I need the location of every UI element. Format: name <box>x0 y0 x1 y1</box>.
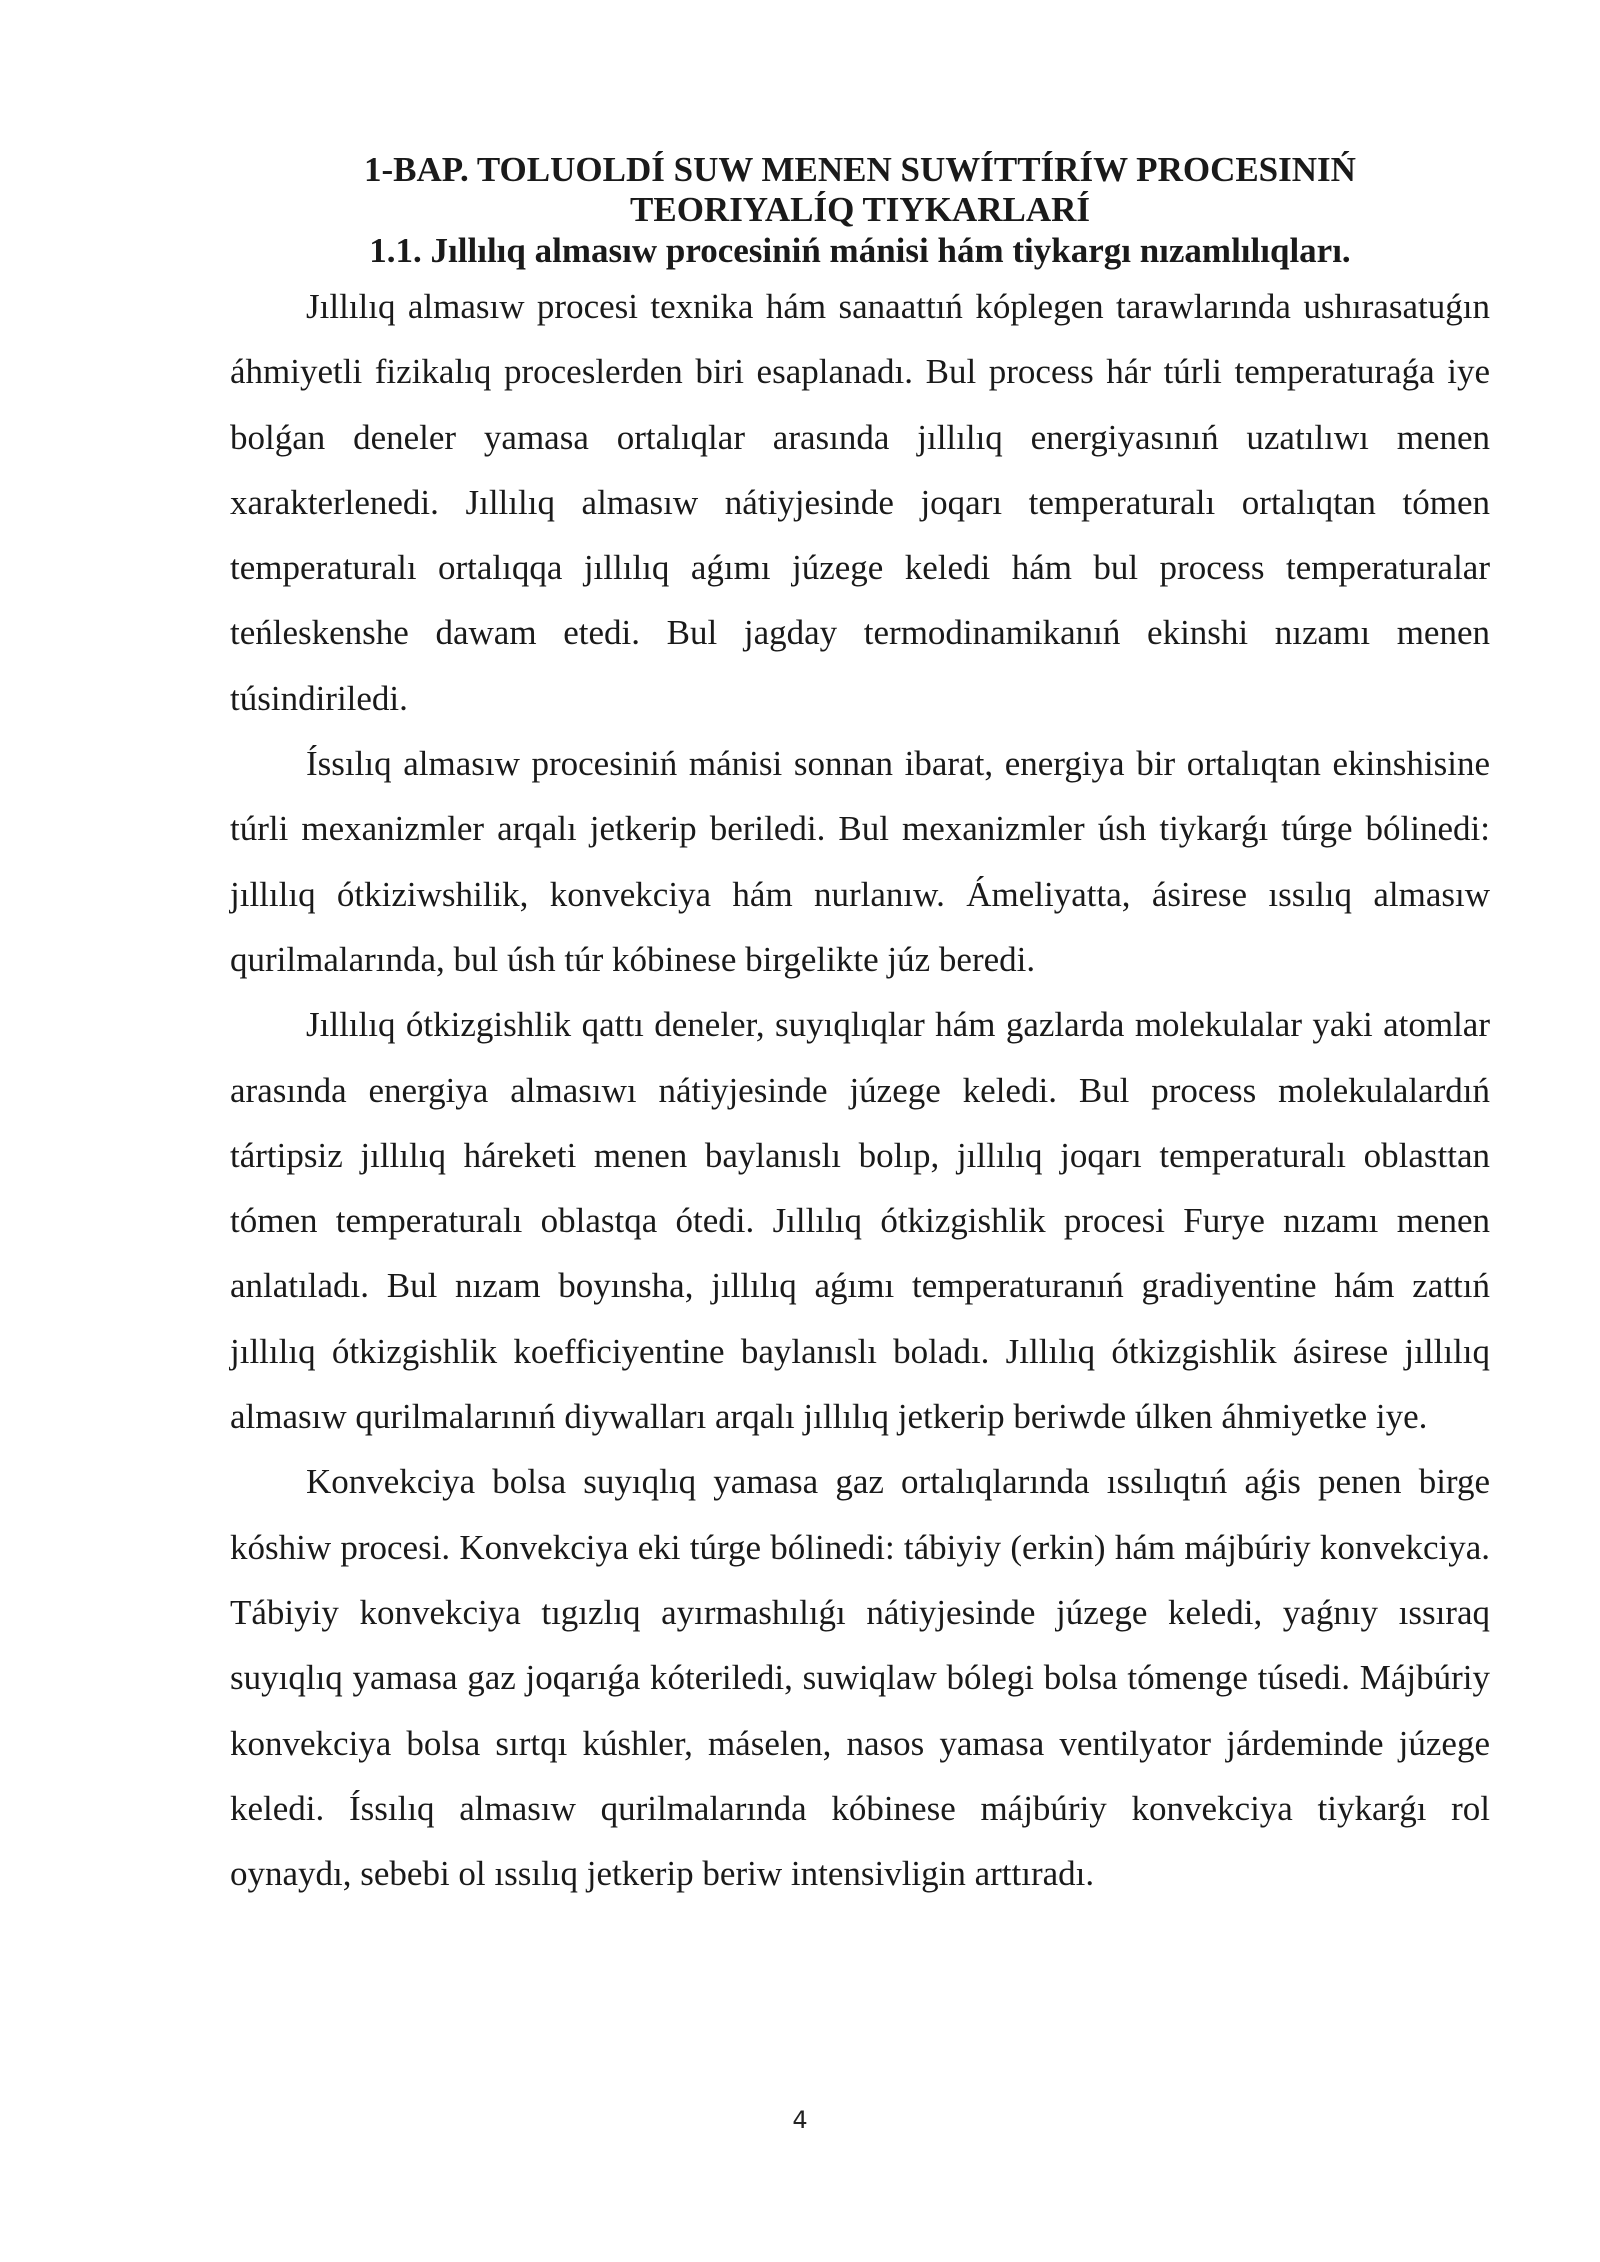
body-text <box>230 274 1490 1906</box>
paragraph-2: Íssılıq almasıw procesiniń mánisi sonnan ibarat, energiya bir ortalıqtan ekinshisine túrli mexanizmler arqalı jetkerip beriledi. Bul mexanizmler úsh tiykarǵı túrge bólinedi: jıllılıq ótkiziwshilik, konvekciya hám nurlanıw. Ámeliyatta, ásirese ıssılıq almasıw qurilmalarında, bul úsh túr kóbinese birgelikte júz beredi. <box>230 744 1490 979</box>
paragraph-4: Konvekciya bolsa suyıqlıq yamasa gaz ortalıqlarında ıssılıqtıń aǵis penen birge kóshiw procesi. Konvekciya eki túrge bólinedi: tábiyiy (erkin) hám májbúriy konvekciya. Tábiyiy konvekciya tıgızlıq ayırmashılıǵı nátiyjesinde júzege keledi, yaǵnıy ıssıraq suyıqlıq yamasa gaz joqarıǵa kóteriledi, suwiqlaw bólegi bolsa tómenge túsedi. Májbúriy konvekciya bolsa sırtqı kúshler, máselen, nasos yamasa ventilyator járdeminde júzege keledi. Íssılıq almasıw qurilmalarında kóbinese májbúriy konvekciya tiykarǵı rol oynaydı, sebebi ol ıssılıq jetkerip beriw intensivligin arttıradı. <box>230 1462 1490 1894</box>
document-page <box>230 150 1490 1906</box>
chapter-title: 1-BAP. TOLUOLDÍ SUW MENEN SUWÍTTÍRÍW PROCESINIŃ TEORIYALÍQ TIYKARLARÍ <box>364 150 1356 229</box>
page-number: 4 <box>792 2106 808 2134</box>
section-title: 1.1. Jıllılıq almasıw procesiniń mánisi hám tiykargı nızamlılıqları. <box>369 231 1351 270</box>
paragraph-3: Jıllılıq ótkizgishlik qattı deneler, suyıqlıqlar hám gazlarda molekulalar yaki atomlar arasında energiya almasıwı nátiyjesinde júzege keledi. Bul process molekulalardıń tártipsiz jıllılıq háreketi menen baylanıslı bolıp, jıllılıq joqarı temperaturalı oblasttan tómen temperaturalı oblastqa ótedi. Jıllılıq ótkizgishlik procesi Furye nızamı menen anlatıladı. Bul nızam boyınsha, jıllılıq aǵımı temperaturanıń gradiyentine hám zattıń jıllılıq ótkizgishlik koefficiyentine baylanıslı boladı. Jıllılıq ótkizgishlik ásirese jıllılıq almasıw qurilmalarınıń diywalları arqalı jıllılıq jetkerip beriwde úlken áhmiyetke iye. <box>230 1005 1490 1437</box>
paragraph-1: Jıllılıq almasıw procesi texnika hám sanaattıń kóplegen tarawlarında ushırasatuǵın áhmiyetli fizikalıq proceslerden biri esaplanadı. Bul process hár túrli temperaturaǵa iye bolǵan deneler yamasa ortalıqlar arasında jıllılıq energiyasınıń uzatılıwı menen xarakterlenedi. Jıllılıq almasıw nátiyjesinde joqarı temperaturalı ortalıqtan tómen temperaturalı ortalıqqa jıllılıq aǵımı júzege keledi hám bul process temperaturalar teńleskenshe dawam etedi. Bul jagday termodinamikanıń ekinshi nızamı menen túsindiriledi. <box>230 287 1490 718</box>
